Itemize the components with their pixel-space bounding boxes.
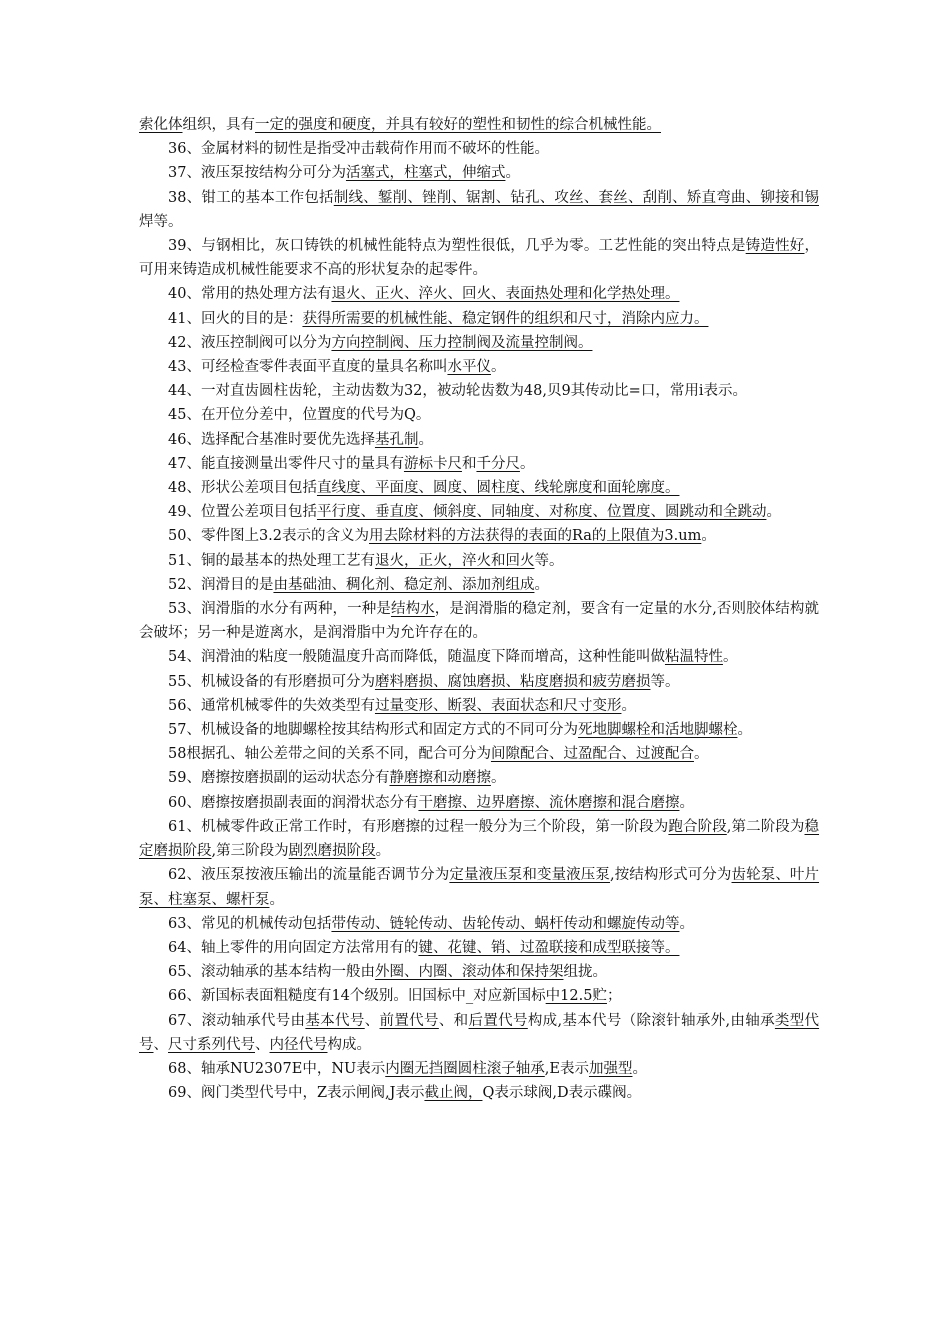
text-segment: 。 [490,770,506,787]
paragraph [139,476,819,500]
underlined-answer: 基本代号 [305,1012,365,1029]
paragraph [139,282,819,306]
text-segment: 、和 [438,1012,469,1029]
underlined-answer: 齿轮泵、叶片泵、柱塞泵、螺杆泵 [139,867,820,908]
underlined-answer: 获得所需要的机械性能、稳定钢件的组织和尺寸，消除内应力。 [302,310,709,327]
text-segment: 。 [621,697,636,714]
paragraph [139,161,819,185]
text-segment: ，是润滑脂的稳定剂，要含有一定量的水分,否则胶体结构就会破坏；另一种是遊离水，是润滑脂中为允许存在的。 [139,601,820,642]
text-segment: 。 [766,504,781,521]
text-segment: 66、新国标表面粗糙度有14个级别。旧国标中_对应新国标 [168,988,546,1005]
text-segment: ,第三阶段为 [211,843,289,860]
text-segment: 47、能直接测量出零件尺寸的量具有 [168,455,404,472]
text-segment: 构成,基本代号（除滚针轴承外,由轴承 [527,1012,775,1029]
text-segment: 45、在开位分差中，位置度的代号为Q。 [168,407,431,424]
paragraph [139,960,819,984]
text-segment: 61、机械零件政正常工作时，有形磨擦的过程一般分为三个阶段，第一阶段为 [168,818,669,835]
text-segment: ； [606,988,622,1005]
text-segment: ,E表示 [544,1060,589,1077]
paragraph [139,452,819,476]
text-segment: 36、金属材料的韧性是指受冲击载荷作用而不破坏的性能。 [168,141,549,158]
underlined-answer: 基孔制 [374,431,419,448]
underlined-answer: 粘温特性 [664,649,723,666]
text-segment: 组拢。 [563,964,607,981]
text-segment: 56、通常机械零件的失效类型有 [168,697,375,714]
text-segment: 41、回火的目的是： [168,310,303,327]
text-segment: 65、滚动轴承的基本结构一般由 [168,964,375,981]
text-segment: 53、润滑脂的水分有两种，一种是 [168,601,391,618]
underlined-answer: 内圈无挡圈圆柱滚子轴承 [385,1060,545,1077]
paragraph [139,597,819,645]
underlined-answer: 稳定磨损阶段 [139,818,820,860]
paragraph [139,331,819,355]
paragraph [139,912,819,936]
underlined-answer: 活塞式，柱塞式，伸缩式 [345,165,506,182]
text-segment: 44、一对直齿圆柱齿轮，主动齿数为32，被动轮齿数为48,贝9其传动比=口，常用i表示。 [168,383,747,400]
underlined-answer: 截止阀， [424,1085,483,1102]
text-segment: ,按结构形式可分为 [609,867,732,884]
paragraph [139,766,819,790]
underlined-answer: 剧烈磨损阶段 [288,843,376,860]
paragraph [139,1057,819,1081]
paragraph [139,718,819,742]
text-segment: 、 [153,1036,168,1053]
paragraph [139,1081,819,1105]
underlined-answer: 前置代号 [379,1012,439,1029]
paragraph [139,234,819,282]
document-body [139,113,819,1105]
text-segment: 40、常用的热处理方法有 [168,286,332,303]
underlined-answer: 后置代号 [468,1012,528,1029]
underlined-answer: 加强型 [588,1060,633,1077]
paragraph [139,863,819,911]
text-segment: 42、液压控制阀可以分为 [168,334,332,351]
text-segment: 构成。 [327,1036,371,1053]
underlined-answer: 退火、正火、淬火、回火、表面热处理和化学热处理。 [331,286,680,303]
paragraph [139,524,819,548]
text-segment: 。 [701,528,716,545]
underlined-answer: 磨料磨损、腐蚀磨损、粘度磨损和疲劳磨损 [374,673,651,690]
text-segment: 。 [679,915,694,932]
text-segment: 54、润滑油的粘度一般随温度升高而降低，随温度下降而增高，这种性能叫做 [168,649,665,666]
paragraph [139,549,819,573]
text-segment: 。 [693,746,709,763]
underlined-answer: 直线度、平面度、圆度、圆柱度、线轮廓度和面轮廓度。 [316,480,680,497]
underlined-answer: 游标卡尺 [403,455,462,472]
text-segment: 等。 [534,552,564,569]
text-segment: ，可用来铸造成机械性能要求不高的形状复杂的起零件。 [139,238,819,279]
paragraph [139,186,819,234]
text-segment: 。 [418,431,433,448]
text-segment: 68、轴承NU2307E中，NU表示 [168,1060,386,1077]
underlined-answer: 尺寸系列代号 [168,1036,255,1053]
underlined-answer: 铸造性好 [745,238,805,255]
text-segment: 、 [364,1012,380,1029]
text-segment: 。 [269,891,284,908]
text-segment: 。 [632,1060,647,1077]
text-segment: Q表示球阀,D表示碟阀。 [482,1085,642,1102]
underlined-answer: 千分尺 [476,455,520,472]
underlined-answer: 方向控制阀、压力控制阀及流量控制阀。 [331,334,593,351]
text-segment: 49、位置公差项目包括 [168,504,317,521]
text-segment: 37、液压泵按结构分可分为 [168,165,346,182]
text-segment: 。 [505,165,520,182]
paragraph [139,936,819,960]
paragraph [139,307,819,331]
underlined-answer: 用去除材料的方法获得的表面的Ra的上限值为3.um [369,528,702,545]
paragraph [139,137,819,161]
underlined-answer: 中12.5贮 [545,988,607,1005]
underlined-answer: 由基础油、稠化剂、稳定剂、添加剂组成 [273,576,535,593]
text-segment: 。 [490,359,506,376]
text-segment: 48、形状公差项目包括 [168,480,317,497]
text-segment: 39、与钢相比，灰口铸铁的机械性能特点为塑性很低，几乎为零。工艺性能的突出特点是 [168,238,746,255]
underlined-answer: 外圈、内圈、滚动体和保持架 [374,964,564,981]
paragraph [139,984,819,1008]
underlined-answer: 平行度、垂直度、倾斜度、同轴度、对称度、位置度、圆跳动和全跳动 [316,504,767,521]
paragraph [139,355,819,379]
text-segment: 。 [737,722,752,739]
text-segment: 55、机械设备的有形磨损可分为 [168,673,375,690]
underlined-answer: 带传动、链轮传动、齿轮传动、蜗杆传动和螺旋传动等 [331,915,680,932]
text-segment: 、 [255,1036,270,1053]
text-segment: 。 [722,649,738,666]
paragraph [139,670,819,694]
underlined-answer: 退火，正火，淬火和回火 [374,552,535,569]
paragraph [139,113,819,137]
text-segment: 焊等。 [139,213,183,230]
underlined-answer: 过量变形、断裂、表面状态和尺寸变形 [374,697,622,714]
underlined-answer: 内径代号 [269,1036,328,1053]
paragraph [139,645,819,669]
text-segment: 69、阀门类型代号中，Z表示闸阀,J表示 [168,1085,425,1102]
text-segment: 50、零件图上3.2表示的含义为 [168,528,370,545]
underlined-answer: 类型代号 [139,1012,820,1053]
paragraph [139,573,819,597]
underlined-answer: 一定的强度和硬度，并具有较好的塑性和韧性的综合机械性能。 [255,117,661,133]
paragraph [139,791,819,815]
text-segment: 51、铜的最基本的热处理工艺有 [168,552,375,569]
underlined-answer: 干磨擦、边界磨擦、流休磨擦和混合磨擦 [418,794,680,811]
underlined-answer: 死地脚螺栓和活地脚螺栓 [577,722,738,739]
text-segment: 58根据孔、轴公差带之间的关系不同，配合可分为 [168,746,491,763]
text-segment: 64、轴上零件的用向固定方法常用有的 [168,939,419,956]
text-segment: 。 [534,576,549,593]
text-segment: 。 [519,455,535,472]
paragraph [139,742,819,766]
underlined-answer: 跑合阶段 [668,818,727,835]
text-segment: 等。 [650,673,680,690]
text-segment: 60、磨擦按磨损副表面的润滑状态分有 [168,794,419,811]
text-segment: 52、润滑目的是 [168,576,274,593]
text-segment: 。 [679,794,694,811]
text-segment: 38、钳工的基本工作包括 [168,189,334,206]
paragraph [139,1009,819,1057]
paragraph [139,428,819,452]
paragraph [139,815,819,863]
underlined-answer: 定量液压泵和变量液压泵 [449,867,610,884]
text-segment: 67、滚动轴承代号由 [168,1012,306,1029]
text-segment: 62、液压泵按液压输出的流量能否调节分为 [168,867,450,884]
underlined-answer: 结构水 [390,601,435,618]
text-segment: 57、机械设备的地脚螺栓按其结构形式和固定方式的不同可分为 [168,722,578,739]
underlined-answer: 索化体 [139,117,183,133]
underlined-answer: 水平仪 [447,359,491,376]
text-segment: 和 [461,455,477,472]
underlined-answer: 制线、錾削、锉削、锯割、钻孔、攻丝、套丝、刮削、矫直弯曲、铆接和锡 [333,189,819,206]
paragraph [139,694,819,718]
text-segment: 59、磨擦按磨损副的运动状态分有 [168,770,390,787]
text-segment: 46、选择配合基准时要优先选择 [168,431,375,448]
text-segment: ,第二阶段为 [726,818,805,835]
underlined-answer: 静磨擦和动磨擦 [389,770,491,787]
paragraph [139,403,819,427]
paragraph [139,500,819,524]
underlined-answer: 间隙配合、过盈配合、过渡配合 [490,746,694,763]
text-segment: 43、可经检查零件表面平直度的量具名称叫 [168,359,448,376]
text-segment: 63、常见的机械传动包括 [168,915,332,932]
text-segment: 组织，具有 [182,117,255,133]
paragraph [139,379,819,403]
text-segment: 。 [375,843,391,860]
underlined-answer: 键、花键、销、过盈联接和成型联接等。 [418,939,680,956]
